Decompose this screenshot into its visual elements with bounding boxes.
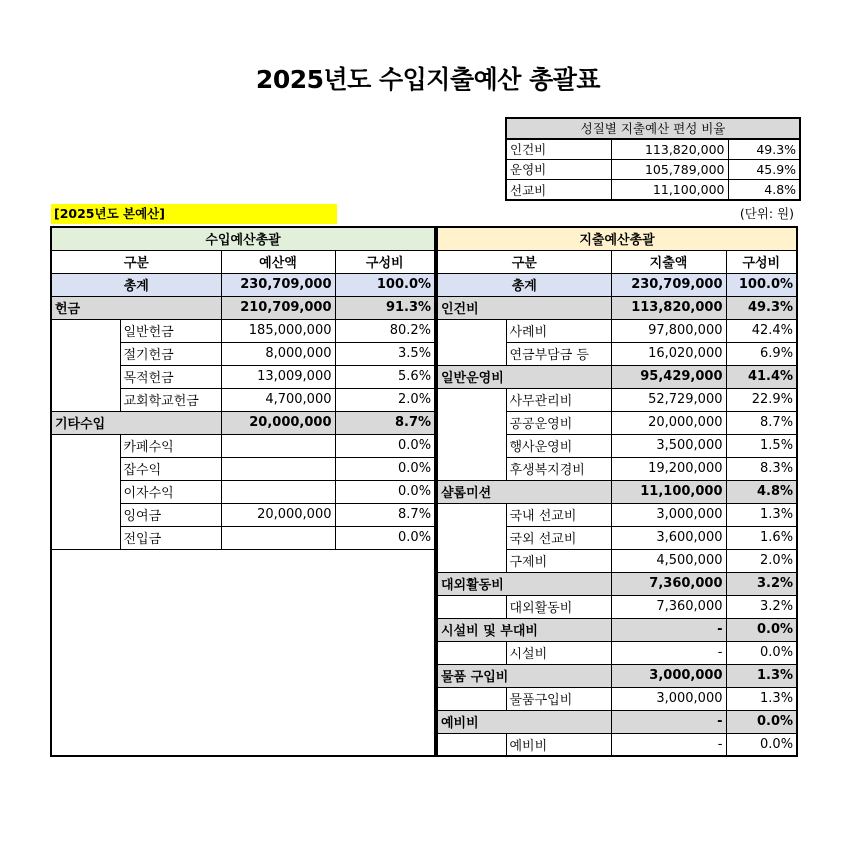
- item-ratio: 0.0%: [335, 434, 435, 457]
- item-row: [437, 434, 797, 457]
- item-label: 구제비: [506, 549, 611, 572]
- summary-row: [506, 180, 800, 201]
- expense-section-header: [437, 227, 797, 250]
- item-indent: [437, 388, 506, 411]
- item-amount: 8,000,000: [221, 342, 335, 365]
- item-ratio: 42.4%: [726, 319, 797, 342]
- category-label: 물품 구입비: [437, 664, 611, 687]
- item-row: [437, 549, 797, 572]
- income-column-header: [51, 250, 435, 273]
- item-row: [51, 503, 435, 526]
- item-indent: [51, 319, 120, 342]
- item-label: 대외활동비: [506, 595, 611, 618]
- item-label: 목적헌금: [120, 365, 221, 388]
- item-amount: [221, 434, 335, 457]
- item-amount: 19,200,000: [611, 457, 726, 480]
- total-amount: 230,709,000: [611, 273, 726, 296]
- item-amount: 185,000,000: [221, 319, 335, 342]
- category-amount: 113,820,000: [611, 296, 726, 319]
- item-indent: [51, 365, 120, 388]
- column-ratio: 구성비: [335, 250, 435, 273]
- empty-row: [51, 664, 435, 687]
- item-label: 교회학교헌금: [120, 388, 221, 411]
- category-ratio: 8.7%: [335, 411, 435, 434]
- column-amount: 예산액: [221, 250, 335, 273]
- category-label: 대외활동비: [437, 572, 611, 595]
- summary-ratio: 45.9%: [728, 159, 800, 180]
- item-ratio: 0.0%: [335, 526, 435, 549]
- item-label: 후생복지경비: [506, 457, 611, 480]
- item-row: [437, 526, 797, 549]
- summary-row: [506, 139, 800, 160]
- category-amount: 11,100,000: [611, 480, 726, 503]
- summary-label: 인건비: [506, 139, 611, 160]
- income-section-title: 수입예산총괄: [51, 227, 435, 250]
- category-label: 인건비: [437, 296, 611, 319]
- expense-ratio-summary-table: [505, 117, 801, 201]
- category-row: [437, 296, 797, 319]
- item-amount: [221, 480, 335, 503]
- item-row: [437, 457, 797, 480]
- category-amount: 7,360,000: [611, 572, 726, 595]
- item-indent: [437, 319, 506, 342]
- item-indent: [437, 411, 506, 434]
- item-label: 전입금: [120, 526, 221, 549]
- item-indent: [437, 733, 506, 756]
- empty-cell: [51, 595, 435, 618]
- item-indent: [437, 434, 506, 457]
- item-row: [437, 733, 797, 756]
- item-amount: 52,729,000: [611, 388, 726, 411]
- item-label: 절기헌금: [120, 342, 221, 365]
- item-ratio: 3.2%: [726, 595, 797, 618]
- item-indent: [437, 503, 506, 526]
- income-budget-table: [50, 226, 436, 757]
- item-indent: [51, 480, 120, 503]
- item-ratio: 2.0%: [726, 549, 797, 572]
- category-row: [51, 411, 435, 434]
- item-ratio: 1.5%: [726, 434, 797, 457]
- item-indent: [437, 342, 506, 365]
- expense-budget-table: [436, 226, 798, 757]
- expense-total-row: [437, 273, 797, 296]
- category-amount: 95,429,000: [611, 365, 726, 388]
- item-label: 사례비: [506, 319, 611, 342]
- total-amount: 230,709,000: [221, 273, 335, 296]
- item-row: [51, 342, 435, 365]
- category-label: 샬롬미션: [437, 480, 611, 503]
- item-amount: 3,600,000: [611, 526, 726, 549]
- item-ratio: 1.3%: [726, 687, 797, 710]
- item-amount: 13,009,000: [221, 365, 335, 388]
- total-ratio: 100.0%: [726, 273, 797, 296]
- summary-label: 선교비: [506, 180, 611, 201]
- expense-rows: [437, 227, 797, 756]
- empty-row: [51, 687, 435, 710]
- category-label: 시설비 및 부대비: [437, 618, 611, 641]
- item-indent: [437, 457, 506, 480]
- category-row: [437, 618, 797, 641]
- category-row: [437, 664, 797, 687]
- item-ratio: 6.9%: [726, 342, 797, 365]
- empty-cell: [51, 572, 435, 595]
- category-label: 기타수입: [51, 411, 221, 434]
- item-indent: [51, 388, 120, 411]
- item-row: [437, 388, 797, 411]
- item-row: [51, 388, 435, 411]
- unit-note: (단위: 원): [739, 206, 794, 221]
- item-row: [51, 480, 435, 503]
- summary-ratio: 4.8%: [728, 180, 800, 201]
- category-label: 예비비: [437, 710, 611, 733]
- summary-amount: 105,789,000: [611, 159, 728, 180]
- item-amount: 97,800,000: [611, 319, 726, 342]
- item-ratio: 8.3%: [726, 457, 797, 480]
- empty-row: [51, 572, 435, 595]
- category-ratio: 91.3%: [335, 296, 435, 319]
- empty-cell: [51, 641, 435, 664]
- item-row: [51, 365, 435, 388]
- item-label: 잉여금: [120, 503, 221, 526]
- item-row: [51, 526, 435, 549]
- summary-header: 성질별 지출예산 편성 비율: [506, 118, 800, 139]
- item-ratio: 5.6%: [335, 365, 435, 388]
- summary-amount: 113,820,000: [611, 139, 728, 160]
- empty-cell: [51, 549, 435, 572]
- category-ratio: 3.2%: [726, 572, 797, 595]
- item-indent: [437, 526, 506, 549]
- total-label: 총계: [51, 273, 221, 296]
- item-ratio: 0.0%: [726, 641, 797, 664]
- item-row: [51, 319, 435, 342]
- item-ratio: 22.9%: [726, 388, 797, 411]
- item-amount: 4,500,000: [611, 549, 726, 572]
- item-indent: [51, 457, 120, 480]
- item-indent: [437, 549, 506, 572]
- item-row: [437, 342, 797, 365]
- category-amount: -: [611, 618, 726, 641]
- item-row: [437, 319, 797, 342]
- item-indent: [437, 595, 506, 618]
- item-label: 카페수익: [120, 434, 221, 457]
- item-row: [437, 595, 797, 618]
- income-total-row: [51, 273, 435, 296]
- page-title: 2025년도 수입지출예산 총괄표: [255, 65, 601, 94]
- empty-row: [51, 618, 435, 641]
- item-amount: 20,000,000: [221, 503, 335, 526]
- category-ratio: 41.4%: [726, 365, 797, 388]
- item-amount: 3,000,000: [611, 503, 726, 526]
- item-row: [437, 641, 797, 664]
- item-amount: [221, 526, 335, 549]
- expense-column-header: [437, 250, 797, 273]
- item-ratio: 80.2%: [335, 319, 435, 342]
- item-amount: 4,700,000: [221, 388, 335, 411]
- category-row: [437, 710, 797, 733]
- total-label: 총계: [437, 273, 611, 296]
- budget-version-tag: [2025년도 본예산]: [51, 204, 337, 224]
- item-ratio: 8.7%: [335, 503, 435, 526]
- empty-row: [51, 549, 435, 572]
- item-indent: [437, 641, 506, 664]
- category-row: [437, 480, 797, 503]
- item-amount: [221, 457, 335, 480]
- item-label: 예비비: [506, 733, 611, 756]
- column-amount: 지출액: [611, 250, 726, 273]
- item-label: 사무관리비: [506, 388, 611, 411]
- income-rows: [51, 227, 435, 756]
- item-amount: 20,000,000: [611, 411, 726, 434]
- item-label: 시설비: [506, 641, 611, 664]
- item-label: 일반헌금: [120, 319, 221, 342]
- item-row: [51, 434, 435, 457]
- category-ratio: 0.0%: [726, 710, 797, 733]
- item-indent: [51, 434, 120, 457]
- item-row: [437, 503, 797, 526]
- item-amount: 3,000,000: [611, 687, 726, 710]
- item-indent: [437, 687, 506, 710]
- category-ratio: 1.3%: [726, 664, 797, 687]
- item-ratio: 0.0%: [335, 457, 435, 480]
- empty-cell: [51, 664, 435, 687]
- item-label: 공공운영비: [506, 411, 611, 434]
- item-row: [437, 687, 797, 710]
- category-ratio: 49.3%: [726, 296, 797, 319]
- empty-cell: [51, 710, 435, 733]
- category-amount: 210,709,000: [221, 296, 335, 319]
- empty-row: [51, 595, 435, 618]
- item-amount: -: [611, 641, 726, 664]
- item-label: 잡수익: [120, 457, 221, 480]
- item-label: 국내 선교비: [506, 503, 611, 526]
- item-amount: 7,360,000: [611, 595, 726, 618]
- category-ratio: 4.8%: [726, 480, 797, 503]
- summary-row: [506, 159, 800, 180]
- item-label: 국외 선교비: [506, 526, 611, 549]
- category-row: [437, 365, 797, 388]
- item-amount: 3,500,000: [611, 434, 726, 457]
- column-category: 구분: [437, 250, 611, 273]
- item-ratio: 3.5%: [335, 342, 435, 365]
- column-category: 구분: [51, 250, 221, 273]
- expense-section-title: 지출예산총괄: [437, 227, 797, 250]
- category-row: [437, 572, 797, 595]
- category-amount: 3,000,000: [611, 664, 726, 687]
- item-label: 행사운영비: [506, 434, 611, 457]
- income-section-header: [51, 227, 435, 250]
- empty-row: [51, 733, 435, 756]
- column-ratio: 구성비: [726, 250, 797, 273]
- item-ratio: 0.0%: [335, 480, 435, 503]
- empty-cell: [51, 687, 435, 710]
- category-row: [51, 296, 435, 319]
- summary-label: 운영비: [506, 159, 611, 180]
- item-ratio: 1.6%: [726, 526, 797, 549]
- item-ratio: 1.3%: [726, 503, 797, 526]
- summary-ratio: 49.3%: [728, 139, 800, 160]
- item-amount: 16,020,000: [611, 342, 726, 365]
- item-label: 물품구입비: [506, 687, 611, 710]
- category-amount: -: [611, 710, 726, 733]
- item-row: [51, 457, 435, 480]
- total-ratio: 100.0%: [335, 273, 435, 296]
- category-label: 일반운영비: [437, 365, 611, 388]
- category-label: 헌금: [51, 296, 221, 319]
- empty-cell: [51, 618, 435, 641]
- item-indent: [51, 526, 120, 549]
- empty-row: [51, 710, 435, 733]
- empty-cell: [51, 733, 435, 756]
- item-label: 연금부담금 등: [506, 342, 611, 365]
- item-row: [437, 411, 797, 434]
- category-amount: 20,000,000: [221, 411, 335, 434]
- summary-amount: 11,100,000: [611, 180, 728, 201]
- item-ratio: 8.7%: [726, 411, 797, 434]
- item-amount: -: [611, 733, 726, 756]
- item-label: 이자수익: [120, 480, 221, 503]
- item-ratio: 2.0%: [335, 388, 435, 411]
- category-ratio: 0.0%: [726, 618, 797, 641]
- item-ratio: 0.0%: [726, 733, 797, 756]
- empty-row: [51, 641, 435, 664]
- item-indent: [51, 503, 120, 526]
- item-indent: [51, 342, 120, 365]
